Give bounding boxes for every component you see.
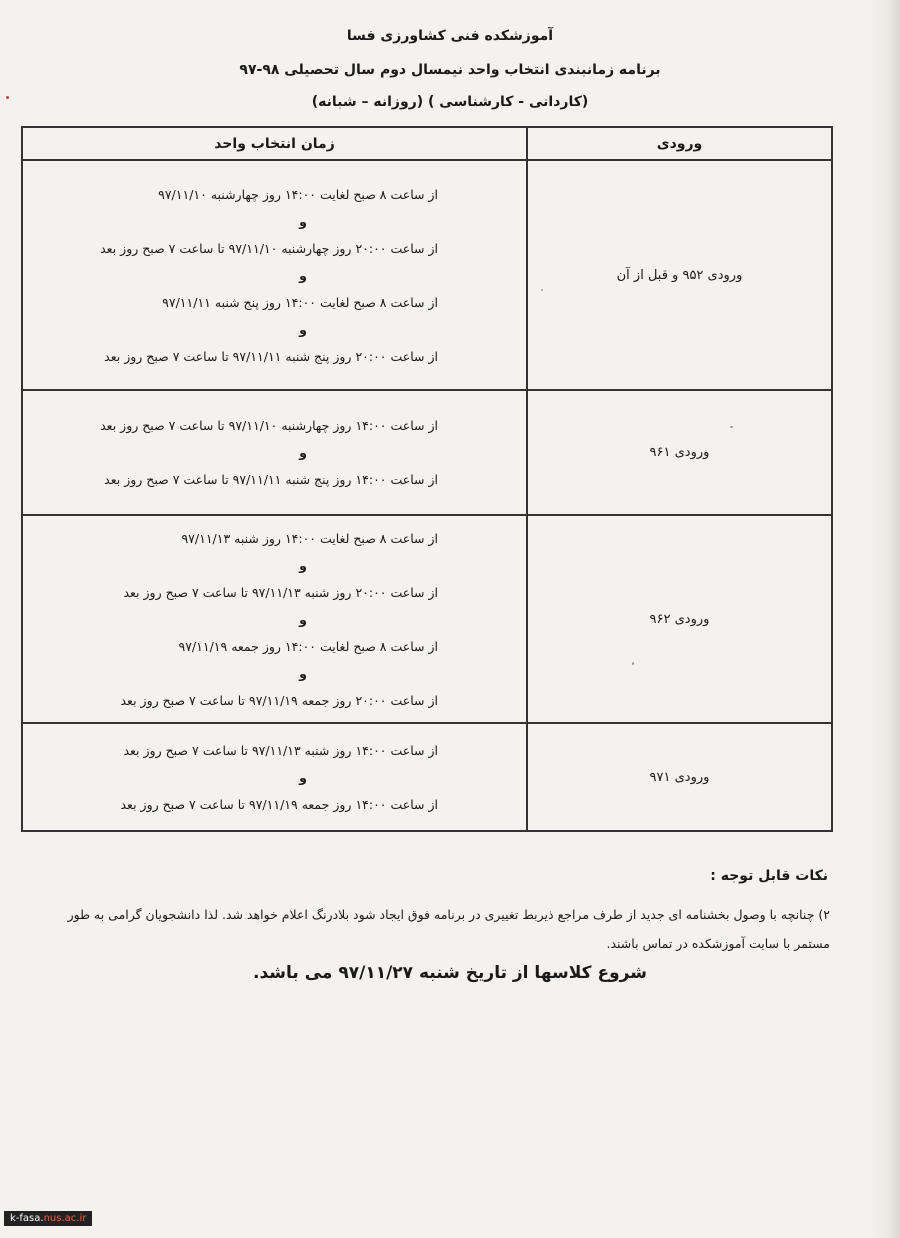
table-header-row [22, 127, 832, 160]
time-line: از ساعت ۸ صبح لغایت ۱۴:۰۰ روز شنبه ۹۷/۱۱/۱۳ [181, 530, 438, 546]
entry-cell: ورودی ۹۶۲ [527, 515, 832, 723]
time-line: از ساعت ۲۰:۰۰ روز پنج شنبه ۹۷/۱۱/۱۱ تا ساعت ۷ صبح روز بعد [104, 348, 438, 364]
entry-cell: ورودی ۹۵۲ و قبل از آن [527, 160, 832, 390]
levels-subtitle: (کاردانی - کارشناسی ) (روزانه – شبانه) [311, 94, 589, 110]
connector: و [299, 213, 307, 229]
column-header-time: زمان انتخاب واحد [22, 127, 527, 160]
time-line: از ساعت ۱۴:۰۰ روز پنج شنبه ۹۷/۱۱/۱۱ تا ساعت ۷ صبح روز بعد [104, 472, 438, 487]
notes-title: نکات قابل توجه : [710, 868, 828, 884]
time-cell [22, 160, 527, 390]
program-title: برنامه زمانبندی انتخاب واحد نیمسال دوم سال تحصیلی ۹۸-۹۷ [239, 62, 661, 78]
connector: و [299, 321, 307, 337]
entry-cell: ورودی ۹۶۱ [527, 390, 832, 515]
time-cell [22, 515, 527, 723]
school-title: آموزشکده فنی کشاورزی فسا [346, 28, 554, 44]
time-line: از ساعت ۲۰:۰۰ روز جمعه ۹۷/۱۱/۱۹ تا ساعت ۷ صبح روز بعد [120, 692, 438, 708]
connector: و [299, 445, 307, 460]
table-row [22, 390, 832, 515]
time-line: از ساعت ۸ صبح لغایت ۱۴:۰۰ روز جمعه ۹۷/۱۱/۱۹ [178, 638, 438, 654]
connector: و [299, 665, 307, 681]
time-cell [22, 723, 527, 831]
column-header-entry: ورودی [527, 127, 832, 160]
schedule-table [21, 126, 833, 832]
connector: و [299, 611, 307, 627]
entry-cell: ورودی ۹۷۱ [527, 723, 832, 831]
time-line: از ساعت ۱۴:۰۰ روز شنبه ۹۷/۱۱/۱۳ تا ساعت ۷ صبح روز بعد [123, 742, 438, 758]
site-badge-domain: nus.ac.ir [43, 1213, 87, 1224]
classes-start-notice: شروع کلاسها از تاریخ شنبه ۹۷/۱۱/۲۷ می باشد. [253, 963, 647, 983]
time-line: از ساعت ۲۰:۰۰ روز شنبه ۹۷/۱۱/۱۳ تا ساعت ۷ صبح روز بعد [123, 584, 438, 600]
connector: و [299, 557, 307, 573]
table-row [22, 723, 832, 831]
scan-edge [870, 0, 900, 1238]
time-line: از ساعت ۸ صبح لغایت ۱۴:۰۰ روز پنج شنبه ۹۷/۱۱/۱۱ [162, 294, 438, 310]
note-item: ۲) چنانچه با وصول بخشنامه ای جدید از طرف مراجع ذیربط تغییری در برنامه فوق ایجاد شود بلادرنگ اعلام خواهد شد. لذا دانشجویان گرامی به طور مستمر با سایت آموزشکده در تماس باشند. [67, 907, 830, 951]
table-row [22, 160, 832, 390]
time-line: از ساعت ۲۰:۰۰ روز چهارشنبه ۹۷/۱۱/۱۰ تا ساعت ۷ صبح روز بعد [100, 240, 438, 256]
site-badge[interactable] [4, 1211, 92, 1226]
site-badge-prefix: k-fasa. [10, 1213, 44, 1224]
time-line: از ساعت ۱۴:۰۰ روز چهارشنبه ۹۷/۱۱/۱۰ تا ساعت ۷ صبح روز بعد [100, 418, 438, 433]
time-line: از ساعت ۱۴:۰۰ روز جمعه ۹۷/۱۱/۱۹ تا ساعت ۷ صبح روز بعد [120, 796, 438, 812]
time-cell [22, 390, 527, 515]
time-line: از ساعت ۸ صبح لغایت ۱۴:۰۰ روز چهارشنبه ۹۷/۱۱/۱۰ [158, 186, 438, 202]
connector: و [299, 267, 307, 283]
table-row [22, 515, 832, 723]
connector: و [299, 769, 307, 785]
